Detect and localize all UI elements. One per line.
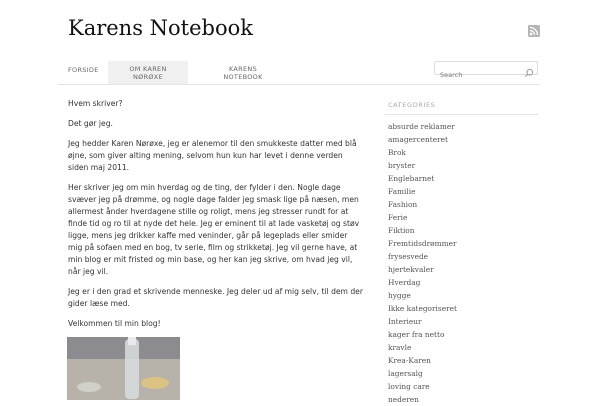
category-link[interactable]: Ferie — [388, 213, 408, 222]
search-icon[interactable] — [524, 63, 534, 73]
category-link[interactable]: Fiktion — [388, 226, 415, 235]
nav-item-om-karen[interactable] — [108, 61, 188, 84]
content-paragraph: Her skriver jeg om min hverdag og de ting, der fylder i den. Nogle dage svæver jeg på drømme, og nogle dage falder jeg smask lige på næsen, men allermest ånder hverdagene stille og roligt, mens jeg stresser rundt for at finde tid og ro til at nyde det hele. Jeg er eminent til at lade vasketøj og støv ligge, mens jeg drikker kaffe med veninder, går på legeplads eller smider mig på sofaen med en bog, tv serie, film og strikketøj. Jeg vil gerne have, at min blog er mit fristed og min base, og her kan jeg skrive, om hvad jeg vil, når jeg vil. — [68, 183, 360, 276]
category-link[interactable]: nederen — [388, 395, 419, 404]
category-link[interactable]: Brok — [388, 148, 406, 157]
category-link[interactable]: amagercenteret — [388, 135, 448, 144]
search-input[interactable] — [435, 69, 526, 81]
nav-item-label-line2: NØRØXE — [133, 73, 163, 81]
category-link[interactable]: Familie — [388, 187, 416, 196]
content-paragraph: Jeg hedder Karen Nørøxe, jeg er alenemor til den smukkeste datter med blå øjne, som giver alting mening, selvom hun kun har levet i denne verden siden maj 2011. — [68, 139, 357, 172]
category-link[interactable]: kager fra netto — [388, 330, 445, 339]
site-title[interactable]: Karens Notebook — [68, 16, 253, 40]
category-link[interactable]: kravle — [388, 343, 412, 352]
category-link[interactable]: hygge — [388, 291, 411, 300]
category-link[interactable]: Interieur — [388, 317, 422, 326]
category-link[interactable]: Ikke kategoriseret — [388, 304, 457, 313]
search-box — [434, 61, 538, 75]
category-link[interactable]: Fashion — [388, 200, 418, 209]
post-photo — [67, 337, 180, 400]
category-link[interactable]: absurde reklamer — [388, 122, 455, 131]
nav-item-label-line2: NOTEBOOK — [223, 73, 263, 81]
category-list — [388, 120, 538, 406]
content-paragraph: Velkommen til min blog! — [68, 319, 161, 328]
nav-item-label-line1: OM KAREN — [129, 65, 167, 73]
nav-item-label-line1: KARENS — [228, 65, 257, 73]
category-link[interactable]: Fremtidsdrømmer — [388, 239, 457, 248]
category-link[interactable]: Hverdag — [388, 278, 421, 287]
sidebar-title: CATEGORIES — [385, 101, 538, 115]
page-content — [68, 98, 364, 338]
nav-item-karens-notebook[interactable] — [208, 61, 278, 84]
category-link[interactable]: frysesvede — [388, 252, 429, 261]
nav-item-label: FORSIDE — [68, 66, 99, 74]
category-link[interactable]: Krea-Karen — [388, 356, 431, 365]
category-link[interactable]: loving care — [388, 382, 430, 391]
content-paragraph: Jeg er i den grad et skrivende menneske. Jeg deler ud af mig selv, til dem der gider læse med. — [68, 287, 363, 308]
category-link[interactable]: hjertekvaler — [388, 265, 434, 274]
content-paragraph: Det gør jeg. — [68, 119, 113, 128]
sidebar — [388, 101, 538, 406]
rss-icon[interactable] — [528, 25, 540, 37]
nav-item-forside[interactable] — [58, 61, 108, 84]
content-heading: Hvem skriver? — [68, 99, 123, 108]
category-link[interactable]: Englebarnet — [388, 174, 435, 183]
category-link[interactable]: lagersalg — [388, 369, 423, 378]
category-link[interactable]: bryster — [388, 161, 416, 170]
